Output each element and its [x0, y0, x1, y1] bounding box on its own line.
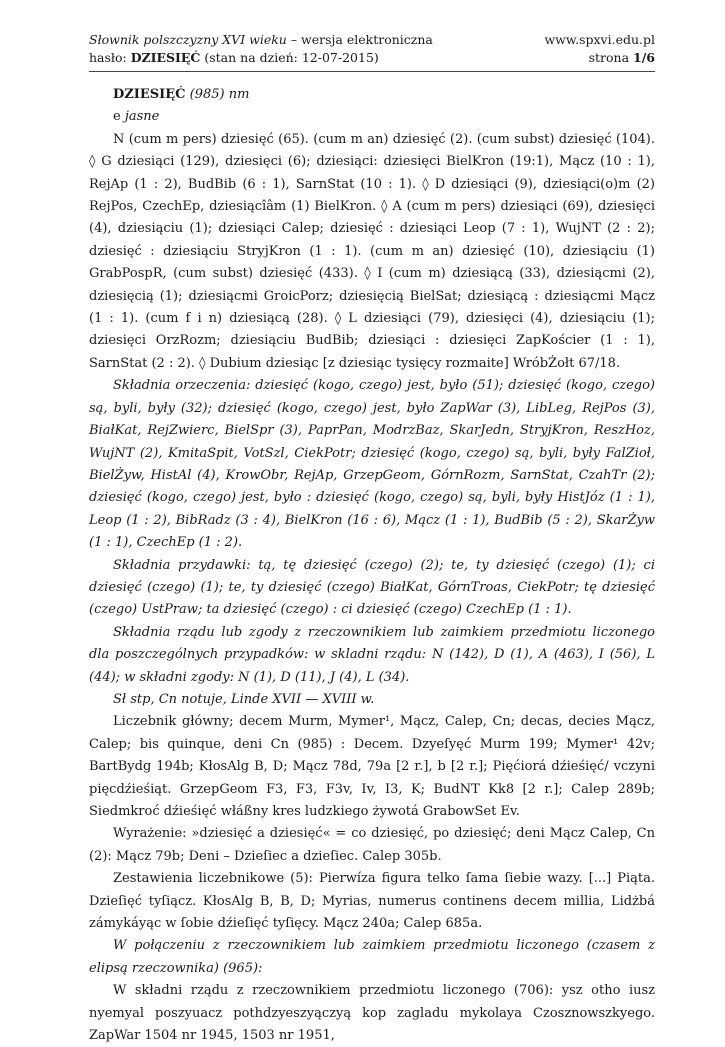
haslo-date: (stan na dzień: 12-07-2015)	[200, 50, 379, 65]
entry-paragraph: Wyrażenie: »dziesięć a dziesięć« = co dziesięć, po dziesięć; deni Mącz Calep, Cn (2): Mącz 79b; Deni – Dzieſiec a dzieſiec. Calep 305b.	[89, 826, 655, 864]
page-header	[89, 31, 655, 67]
etymology	[89, 106, 655, 128]
entry-paragraph: Zestawienia liczebnikowe (5): Pierwíza figura telko ſama ſiebie wazy. [...] Piąta. Dzieſięć tyſiącz. KłosAlg B, B, D; Myrias, numerus continens decem millia, Lidżbá zámykáyąc w ſobie dźieſięć tyſięcy. Mącz 240a; Calep 685a.	[89, 871, 655, 932]
entry-head	[89, 84, 655, 106]
dictionary-title-rest: – wersja elektroniczna	[286, 32, 433, 47]
entry-paragraph: Składnia przydawki: tą, tę dziesięć (czego) (2); te, ty dziesięć (czego) (1); ci dziesięć (czego) (1); te, ty dziesięć (czego) BiałKat, GórnTroas, CiekPotr; tę dziesięć (czego) UstPraw; ta dziesięć (czego) : ci dziesięć (czego) CzechEp (1 : 1).	[89, 557, 655, 618]
headword: DZIESIĘĆ	[113, 87, 186, 102]
dictionary-title-italic: Słownik polszczyzny XVI wieku	[89, 32, 287, 47]
entry-paragraph: Składnia orzeczenia: dziesięć (kogo, czego) jest, było (51); dziesięć (kogo, czego) są, byli, były (32); dziesięć (kogo, czego) jest, było ZapWar (3), LibLeg, RejPos (3), BiałKat, RejZwierc, BielSpr (3), PaprPan, ModrzBaz, SkarJedn, StryjKron, ReszHoz, WujNT (2), KmitaSpit, VotSzl, CiekPotr; dziesięć (kogo, czego) są, byli, były FalZioł, BielŻyw, HistAl (4), KrowObr, RejAp, GrzepGeom, GórnRozm, SarnStat, CzahTr (2); dziesięć (kogo, czego) jest, było : dziesięć (kogo, czego) są, byli, były HistJóz (1 : 1), Leop (1 : 2), BibRadz (3 : 4), BielKron (16 : 6), Mącz (1 : 1), BudBib (5 : 2), SkarŻyw (1 : 1), CzechEp (1 : 2).	[89, 378, 655, 551]
haslo-word: DZIESIĘĆ	[130, 50, 201, 65]
entry-paragraph: Liczebnik główny; decem Murm, Mymer¹, Mącz, Calep, Cn; decas, decies Mącz, Calep; bis quinque, deni Cn (985) : Decem. Dzyeſyęć Murm 199; Mymer¹ 42v; BartBydg 194b; KłosAlg B, D; Mącz 78d, 79a [2 r.], b [2 r.]; Pięćiorá dźieśięć/ vczyni pięcdźieśiąt. GrzepGeom F3, F3, F3v, Iv, I3, K; BudNT Kk8 [2 r.]; Calep 289b; Siedmkroć dźieśięć włáßny kres ludzkiego żywotá GrabowSet Ev.	[89, 714, 655, 819]
entry-paragraph: Składnia rządu lub zgody z rzeczownikiem lub zaimkiem przedmiotu liczonego dla poszczególnych przypadków: w skladni rządu: N (142), D (1), A (463), I (56), L (44); w składni zgody: N (1), D (11), J (4), L (34).	[89, 624, 655, 685]
entry-info	[89, 49, 379, 67]
page-num: 1/6	[633, 50, 655, 65]
entry-paragraph: W połączeniu z rzeczownikiem lub zaimkiem przedmiotu liczonego (czasem z elipsą rzeczownika) (965):	[89, 938, 655, 976]
part-of-speech: nm	[228, 87, 250, 102]
dictionary-title	[89, 31, 433, 49]
entry-paragraph: W składni rządu z rzeczownikiem przedmiotu liczonego (706): ysz otho iusz nyemyal poszyuacz pothdzyeszyączyą kop zagladu mykolaya Czosznowszkyego. ZapWar 1504 nr 1945, 1503 nr 1951,	[89, 983, 655, 1044]
etymology-label: e	[113, 109, 125, 125]
entry-content	[89, 84, 655, 1047]
header-rule	[89, 71, 655, 72]
entry-paragraph: N (cum m pers) dziesięć (65). (cum m an) dziesięć (2). (cum subst) dziesięć (104). ◊ G dziesiąci (129), dziesięci (6); dziesiąci: dziesięci BielKron (19:1), Mącz (10 : 1), RejAp (1 : 2), BudBib (6 : 1), SarnStat (10 : 1). ◊ D dziesiąci (9), dziesiąci(o)m (2) RejPos, CzechEp, dziesiącîâm (1) BielKron. ◊ A (cum m pers) dziesiąci (69), dziesięci (4), dziesiąciu (1); dziesiąci Calep; dziesięć : dziesiąci Leop (7 : 1), WujNT (2 : 2); dziesięć : dziesiąciu StryjKron (1 : 1). (cum m an) dziesięć (10), dziesiąciu (1) GrabPospR, (cum subst) dziesięć (433). ◊ I (cum m) dziesiącą (33), dziesiącmi (2), dziesięcią (1); dziesiącmi GroicPorz; dziesięcią BielSat; dziesiącą : dziesiącmi Mącz (1 : 1). (cum f i n) dziesiącą (28). ◊ L dziesiąci (79), dziesięci (4), dziesiąciu (1); dziesięci OrzRozm; dziesiąciu BudBib; dziesiąci : dziesięci ZapKościer (1 : 1), SarnStat (2 : 2). ◊ Dubium dziesiąc [z dziesiąc tysięcy rozmaite] WróbŻołt 67/18.	[89, 131, 655, 371]
etymology-text: jasne	[124, 109, 160, 125]
entry-paragraphs	[89, 129, 655, 1047]
header-row-2	[89, 49, 655, 67]
site-url[interactable]: www.spxvi.edu.pl	[544, 32, 655, 47]
header-row-1	[89, 31, 655, 49]
page-label: strona	[588, 50, 634, 65]
page-number	[589, 49, 655, 67]
entry-paragraph: Sł stp, Cn notuje, Linde XVII — XVIII w.	[113, 691, 375, 707]
headword-count: (985)	[189, 87, 225, 102]
haslo-label: hasło:	[89, 50, 131, 65]
